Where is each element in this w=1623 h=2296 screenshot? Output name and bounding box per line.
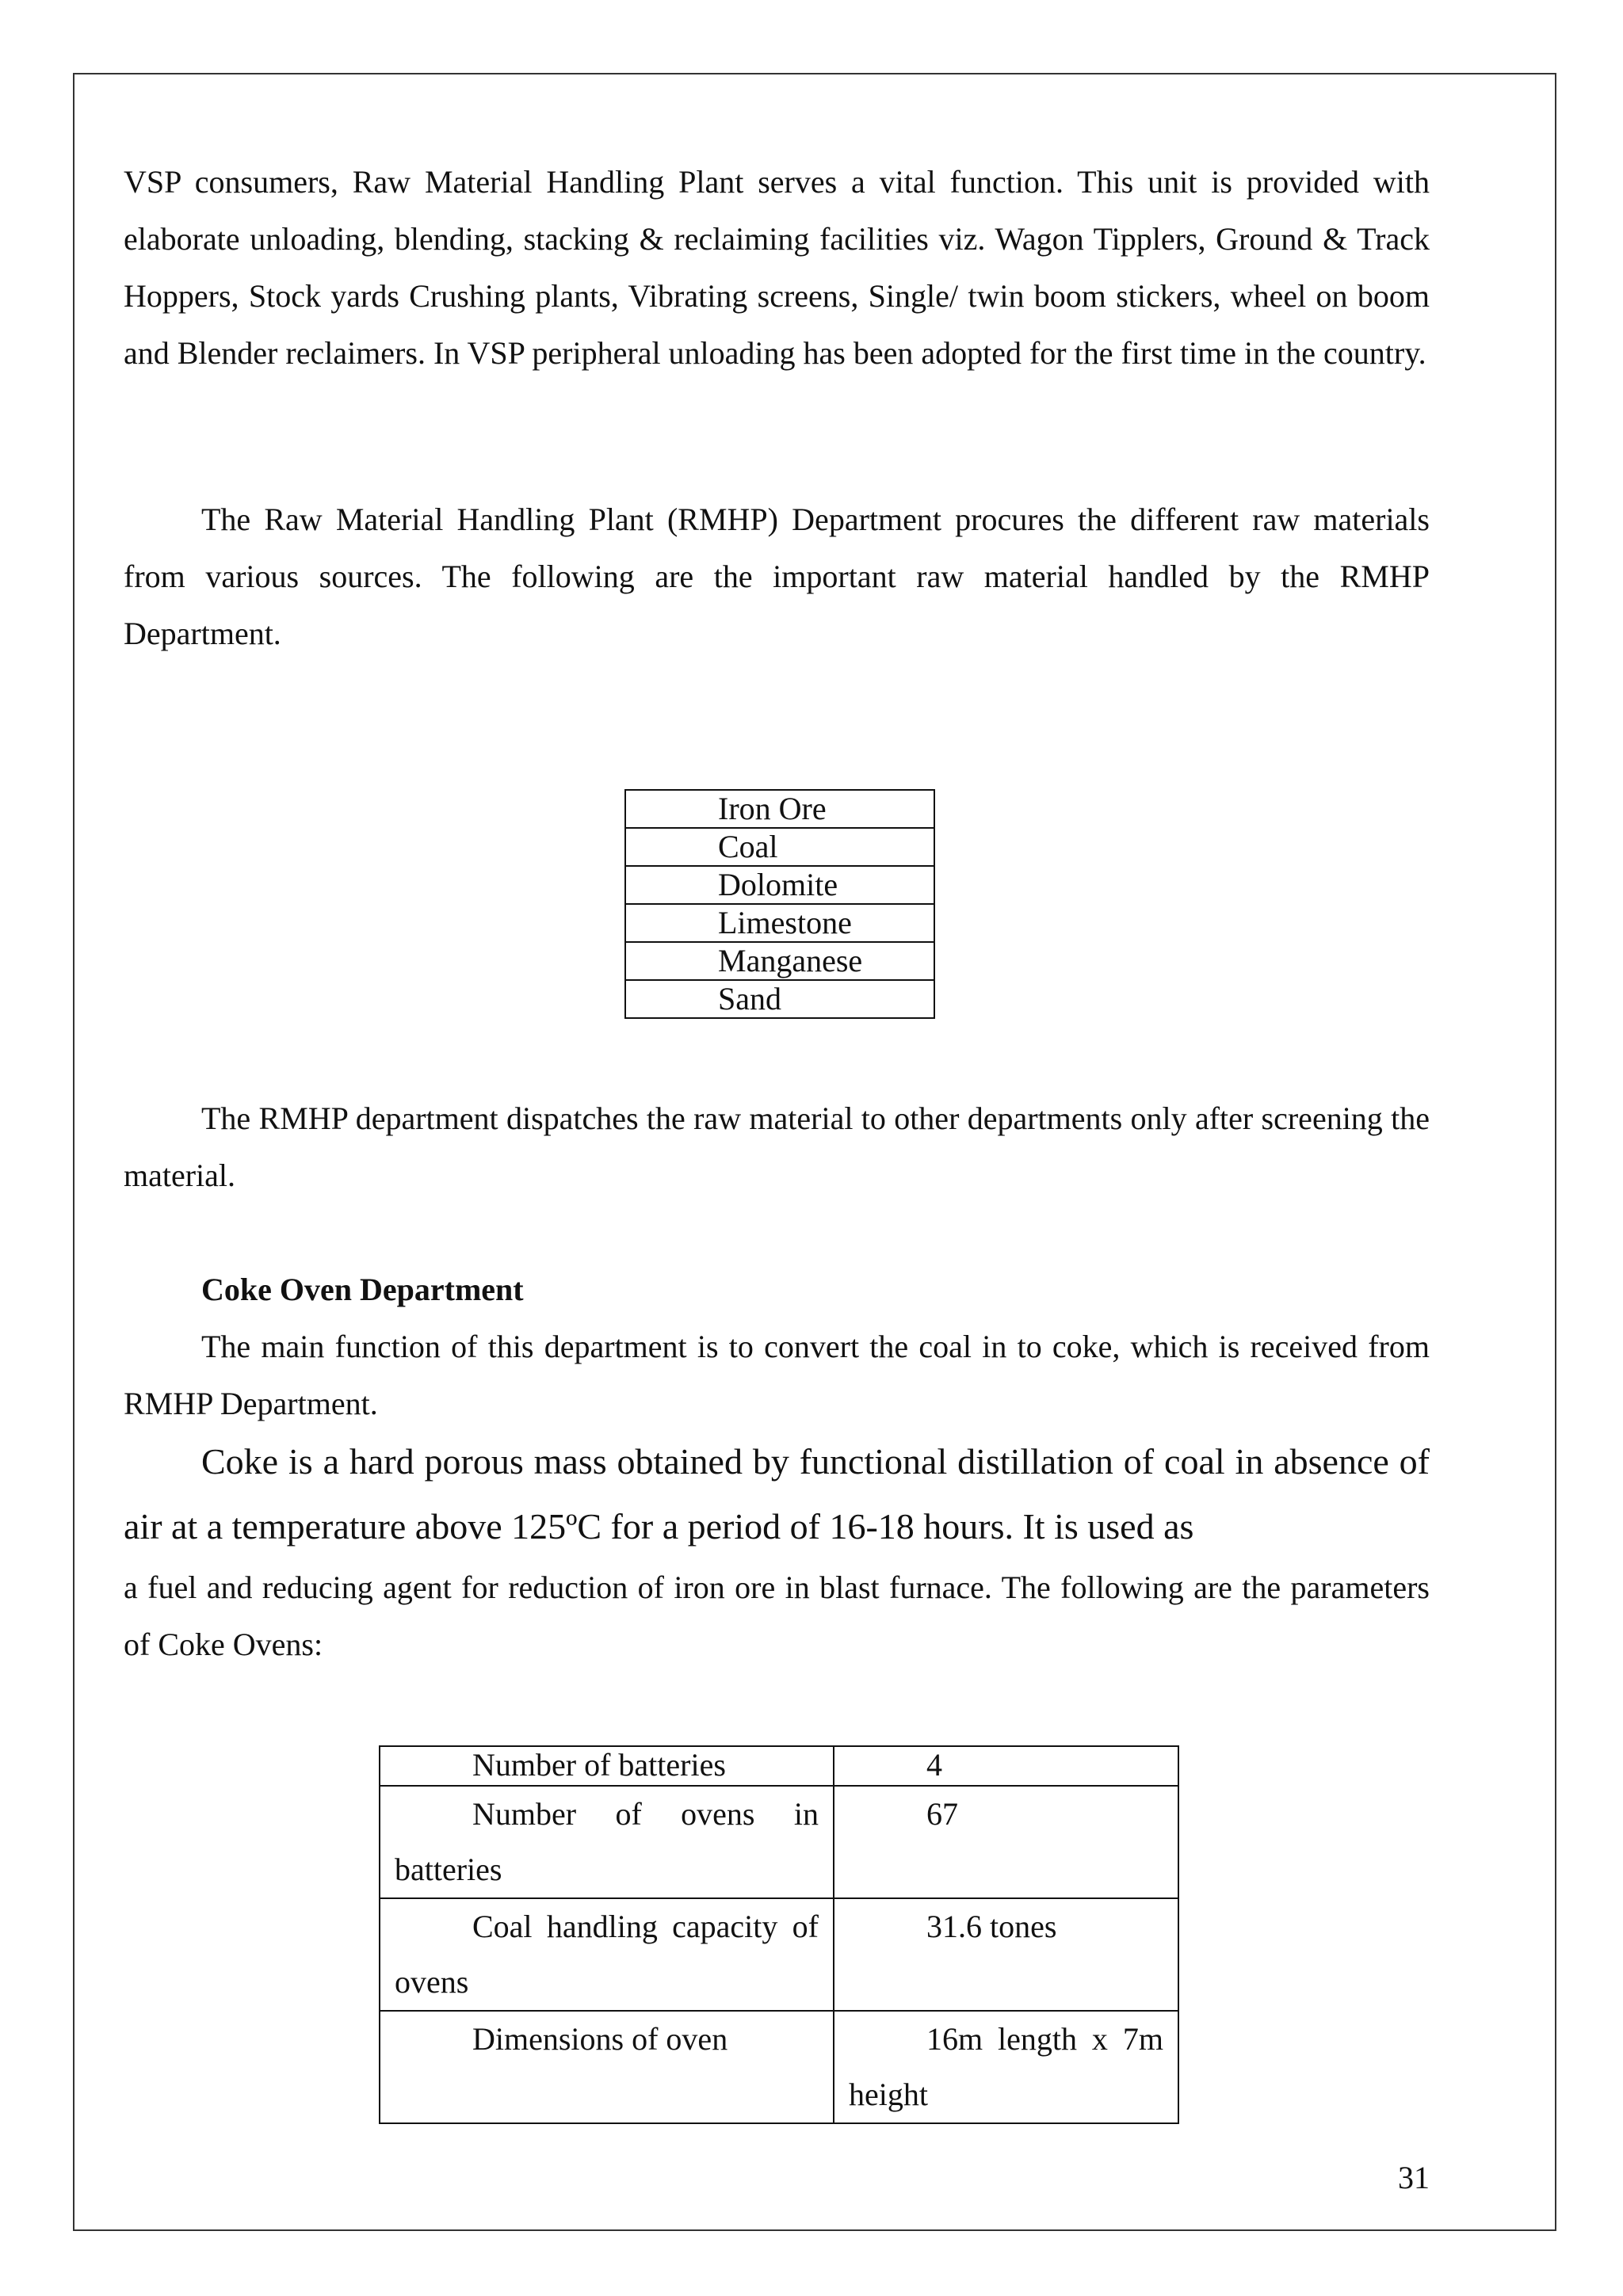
parameter-value: 16m length x 7m height [834, 2011, 1178, 2123]
table-row [625, 828, 934, 866]
paragraph-coke-use: a fuel and reducing agent for reduction of iron ore in blast furnace. The following are the parameters of Coke Ovens: [124, 1569, 1430, 1662]
table-row [380, 1898, 1178, 2011]
paragraph-rmhp-dispatch: The RMHP department dispatches the raw material to other departments only after screening the material. [124, 1100, 1430, 1193]
paragraph-coke-definition: Coke is a hard porous mass obtained by functional distillation of coal in absence of air at a temperature above 125ºC for a period of 16-18 hours. It is used as [124, 1441, 1430, 1547]
parameter-label: Number of ovens in batteries [380, 1786, 834, 1898]
paragraph-rmhp-procurement: The Raw Material Handling Plant (RMHP) Department procures the different raw materials from various sources. The following are the important raw material handled by the RMHP Department. [124, 502, 1430, 651]
parameter-label: Dimensions of oven [380, 2011, 834, 2123]
table-cell: Dolomite [625, 866, 934, 904]
table-cell: Manganese [625, 942, 934, 980]
table-cell: Sand [625, 980, 934, 1018]
table-row [625, 866, 934, 904]
table-cell: Iron Ore [625, 790, 934, 828]
raw-materials-table [624, 789, 935, 1019]
table-cell: Limestone [625, 904, 934, 942]
parameter-label: Number of batteries [380, 1746, 834, 1786]
parameter-value: 4 [834, 1746, 1178, 1786]
table-row [625, 790, 934, 828]
coke-oven-parameters-table [379, 1745, 1179, 2124]
table-cell: Coal [625, 828, 934, 866]
table-row [380, 1786, 1178, 1898]
page-number: 31 [1398, 2160, 1430, 2195]
parameter-value: 31.6 tones [834, 1898, 1178, 2011]
table-row [625, 980, 934, 1018]
table-row [625, 904, 934, 942]
table-row [380, 1746, 1178, 1786]
table-row [625, 942, 934, 980]
parameter-value: 67 [834, 1786, 1178, 1898]
table-row [380, 2011, 1178, 2123]
paragraph-rmhp-intro: VSP consumers, Raw Material Handling Plant serves a vital function. This unit is provided with elaborate unloading, blending, stacking & reclaiming facilities viz. Wagon Tipplers, Ground & Track Hoppers, Stock yards Crushing plants, Vibrating screens, Single/ twin boom stickers, wheel on boom and Blender reclaimers. In VSP peripheral unloading has been adopted for the first time in the country. [124, 164, 1430, 371]
section-heading-coke-oven: Coke Oven Department [201, 1272, 524, 1307]
paragraph-coke-oven-function: The main function of this department is to convert the coal in to coke, which is received from RMHP Department. [124, 1329, 1430, 1421]
parameter-label: Coal handling capacity of ovens [380, 1898, 834, 2011]
